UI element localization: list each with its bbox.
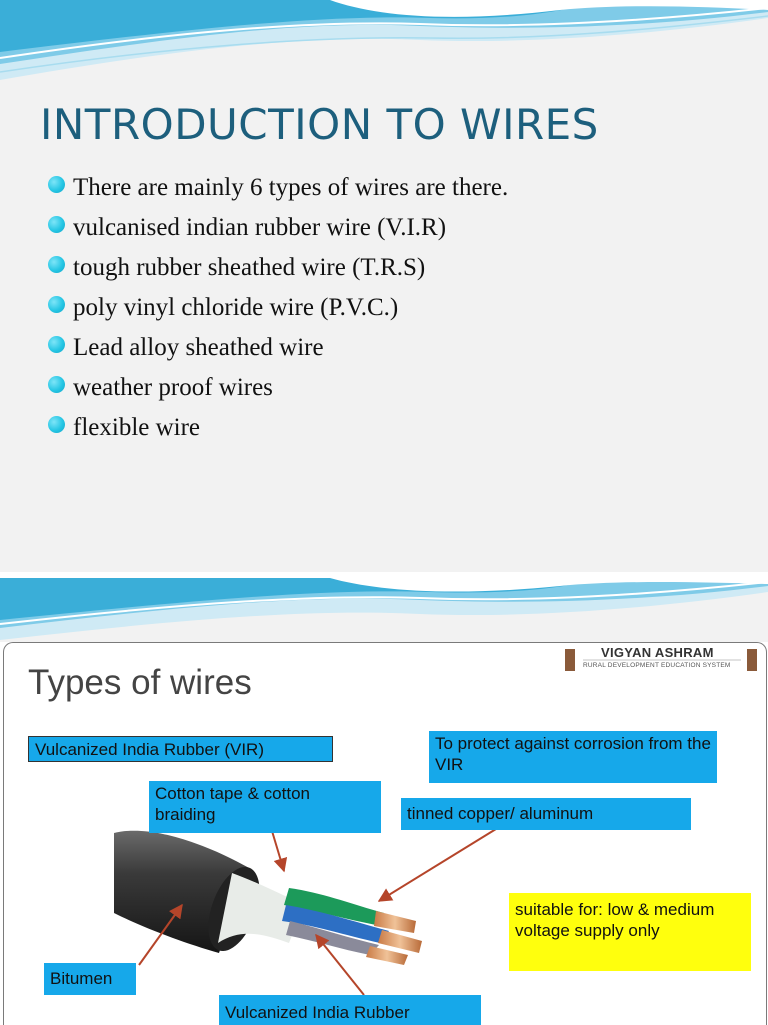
list-item bbox=[46, 208, 508, 248]
bullet-text: weather proof wires bbox=[73, 374, 273, 401]
bullet-text: poly vinyl chloride wire (P.V.C.) bbox=[73, 294, 399, 321]
slide-title: Types of wires bbox=[28, 663, 252, 702]
label-bitumen: Bitumen bbox=[44, 963, 136, 995]
list-item bbox=[46, 328, 508, 368]
slide-types-of-wires bbox=[3, 642, 767, 1025]
bullet-icon bbox=[48, 296, 65, 313]
header-wave-decoration bbox=[0, 578, 768, 642]
bullet-icon bbox=[48, 416, 65, 433]
bullet-icon bbox=[48, 336, 65, 353]
bullet-icon bbox=[48, 256, 65, 273]
bullet-text: Lead alloy sheathed wire bbox=[73, 334, 324, 361]
header-wave-decoration bbox=[0, 0, 768, 100]
slide-title: INTRODUCTION TO WIRES bbox=[40, 100, 599, 149]
bullet-text: tough rubber sheathed wire (T.R.S) bbox=[73, 254, 426, 281]
slide-types-header bbox=[0, 578, 768, 642]
list-item bbox=[46, 168, 508, 208]
label-tinned-copper: tinned copper/ aluminum bbox=[401, 798, 691, 830]
label-cotton-tape: Cotton tape & cotton braiding bbox=[149, 781, 381, 833]
label-suitable-for: suitable for: low & medium voltage supply only bbox=[509, 893, 751, 971]
bullet-text: flexible wire bbox=[73, 414, 201, 441]
bullet-icon bbox=[48, 376, 65, 393]
bullet-icon bbox=[48, 216, 65, 233]
logo-subtitle: RURAL DEVELOPMENT EDUCATION SYSTEM bbox=[583, 662, 731, 669]
list-item bbox=[46, 248, 508, 288]
list-item bbox=[46, 408, 508, 448]
logo-name: VIGYAN ASHRAM bbox=[601, 645, 714, 660]
label-protect: To protect against corrosion from the VIR bbox=[429, 731, 717, 783]
bullet-text: vulcanised indian rubber wire (V.I.R) bbox=[73, 214, 447, 241]
bullet-list bbox=[46, 168, 508, 448]
list-item bbox=[46, 288, 508, 328]
label-vir: Vulcanized India Rubber (VIR) bbox=[28, 736, 333, 762]
list-item bbox=[46, 368, 508, 408]
vigyan-ashram-logo bbox=[561, 643, 761, 677]
bullet-text: There are mainly 6 types of wires are there. bbox=[73, 174, 509, 201]
label-vulcanized-rubber: Vulcanized India Rubber bbox=[219, 995, 481, 1025]
bullet-icon bbox=[48, 176, 65, 193]
